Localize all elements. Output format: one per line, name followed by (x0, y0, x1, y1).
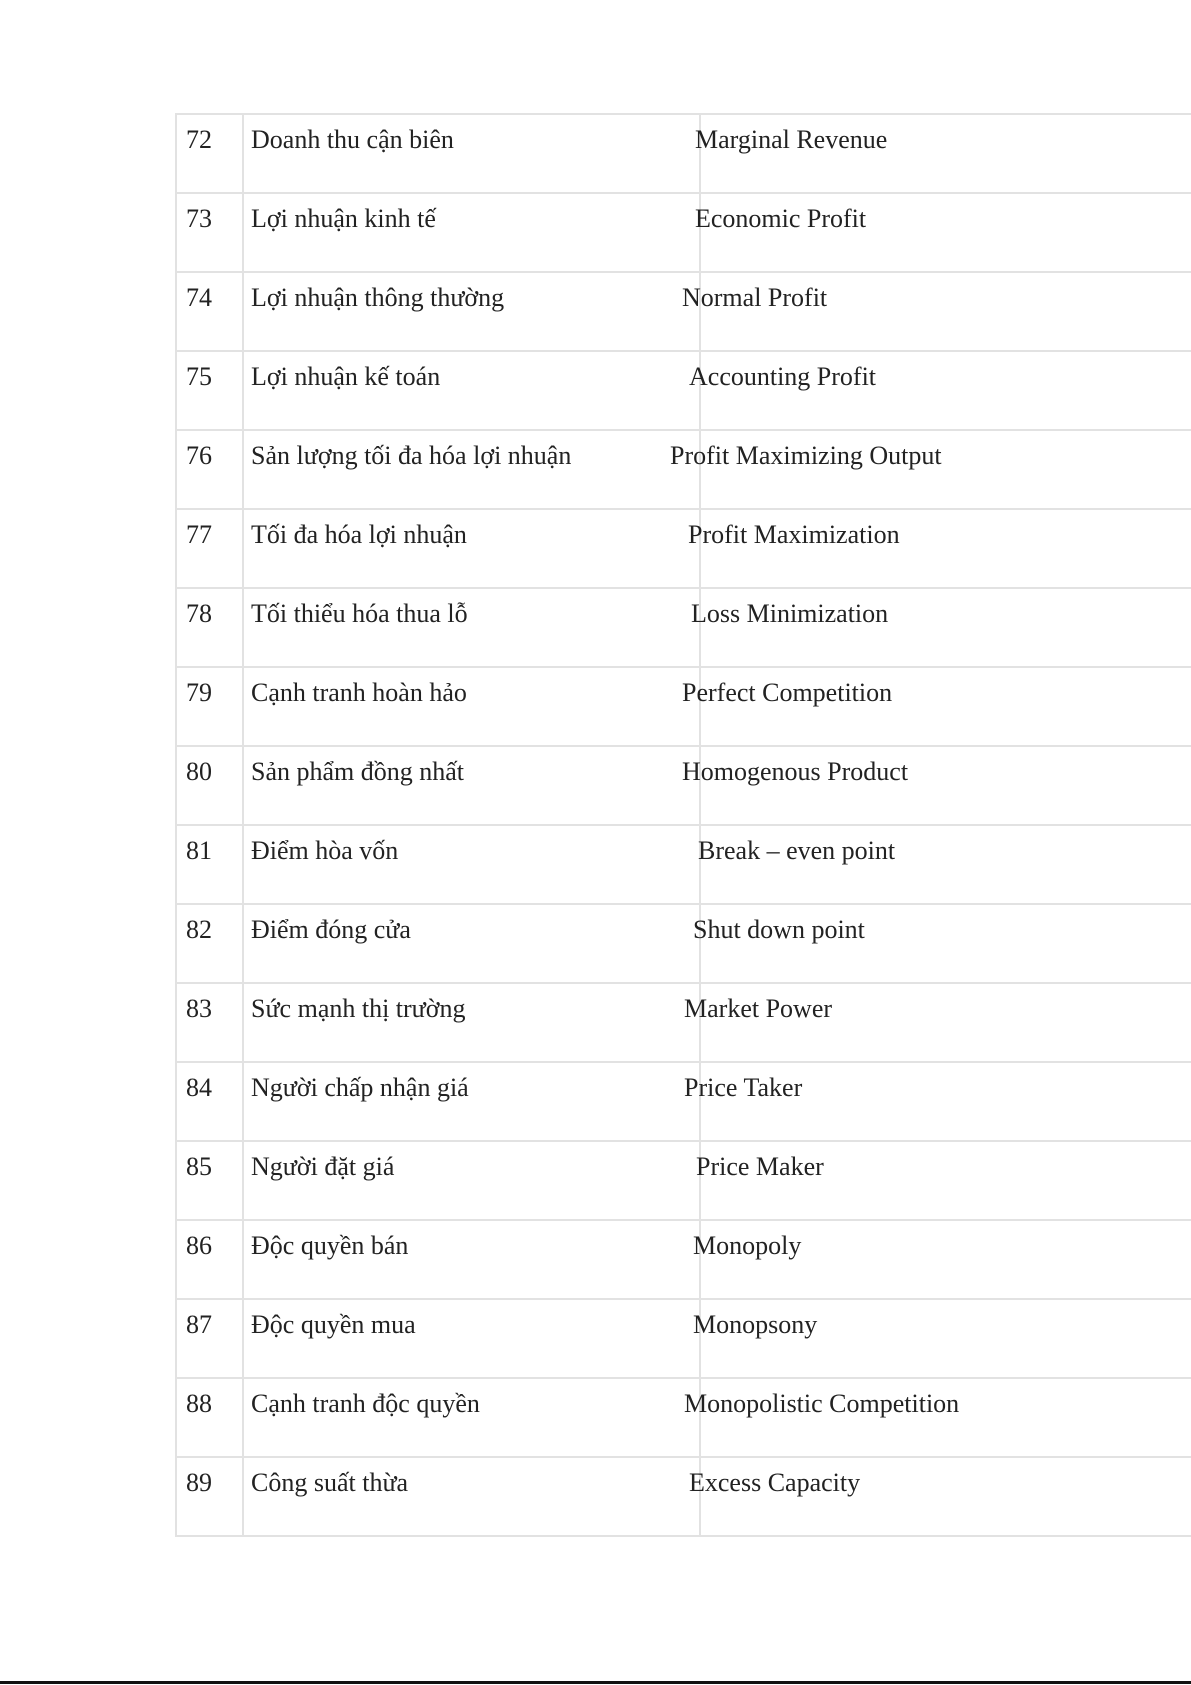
table-row (177, 352, 1191, 431)
term-vietnamese: Cạnh tranh hoàn hảo (251, 678, 467, 707)
term-vietnamese: Sản phẩm đồng nhất (251, 757, 465, 786)
term-vietnamese: Tối thiểu hóa thua lỗ (251, 599, 468, 628)
term-number: 84 (186, 1073, 212, 1102)
term-vietnamese: Sản lượng tối đa hóa lợi nhuận (251, 441, 572, 470)
table-row (177, 194, 1191, 273)
term-number: 78 (186, 599, 212, 628)
term-number: 79 (186, 678, 212, 707)
term-english: Perfect Competition (682, 678, 893, 707)
table-row (177, 1142, 1191, 1221)
term-number: 86 (186, 1231, 212, 1260)
term-vietnamese: Tối đa hóa lợi nhuận (251, 520, 467, 549)
table-row (177, 984, 1191, 1063)
term-number: 73 (186, 204, 212, 233)
term-vietnamese: Độc quyền mua (251, 1310, 416, 1339)
table-row (177, 747, 1191, 826)
term-number: 89 (186, 1468, 212, 1497)
term-vietnamese: Người chấp nhận giá (251, 1073, 469, 1102)
glossary-table (175, 113, 1191, 1537)
table-row (177, 1379, 1191, 1458)
term-english: Economic Profit (695, 204, 867, 233)
term-number: 88 (186, 1389, 212, 1418)
table-row (177, 1458, 1191, 1537)
term-number: 82 (186, 915, 212, 944)
term-vietnamese: Lợi nhuận thông thường (251, 283, 505, 312)
term-vietnamese: Độc quyền bán (251, 1231, 409, 1260)
term-english: Loss Minimization (691, 599, 889, 628)
term-number: 81 (186, 836, 212, 865)
term-vietnamese: Công suất thừa (251, 1468, 409, 1497)
term-english: Price Taker (684, 1073, 803, 1102)
table-row (177, 431, 1191, 510)
table-row (177, 510, 1191, 589)
table-row (177, 1300, 1191, 1379)
term-number: 87 (186, 1310, 212, 1339)
term-english: Homogenous Product (682, 757, 909, 786)
term-number: 75 (186, 362, 212, 391)
term-english: Break – even point (698, 836, 896, 865)
term-number: 85 (186, 1152, 212, 1181)
term-english: Price Maker (696, 1152, 824, 1181)
term-number: 76 (186, 441, 212, 470)
table-row (177, 115, 1191, 194)
term-english: Market Power (684, 994, 833, 1023)
term-english: Shut down point (693, 915, 865, 944)
term-vietnamese: Điểm đóng cửa (251, 915, 411, 944)
term-vietnamese: Sức mạnh thị trường (251, 994, 466, 1023)
term-vietnamese: Doanh thu cận biên (251, 125, 454, 154)
page-bottom-rule (0, 1681, 1191, 1684)
term-number: 74 (186, 283, 212, 312)
table-row (177, 668, 1191, 747)
term-vietnamese: Người đặt giá (251, 1152, 395, 1181)
term-english: Marginal Revenue (695, 125, 888, 154)
table-row (177, 1063, 1191, 1142)
term-english: Monopolistic Competition (684, 1389, 960, 1418)
table-row (177, 273, 1191, 352)
term-english: Profit Maximization (688, 520, 900, 549)
table-row (177, 905, 1191, 984)
term-vietnamese: Lợi nhuận kế toán (251, 362, 441, 391)
table-row (177, 589, 1191, 668)
term-number: 83 (186, 994, 212, 1023)
term-number: 72 (186, 125, 212, 154)
table-row (177, 826, 1191, 905)
term-english: Monopoly (693, 1231, 802, 1260)
term-english: Monopsony (693, 1310, 818, 1339)
term-english: Excess Capacity (689, 1468, 861, 1497)
term-english: Profit Maximizing Output (670, 441, 942, 470)
term-number: 80 (186, 757, 212, 786)
term-english: Accounting Profit (689, 362, 877, 391)
term-vietnamese: Lợi nhuận kinh tế (251, 204, 436, 233)
term-english: Normal Profit (682, 283, 828, 312)
term-vietnamese: Điểm hòa vốn (251, 836, 399, 865)
term-number: 77 (186, 520, 212, 549)
table-row (177, 1221, 1191, 1300)
term-vietnamese: Cạnh tranh độc quyền (251, 1389, 480, 1418)
